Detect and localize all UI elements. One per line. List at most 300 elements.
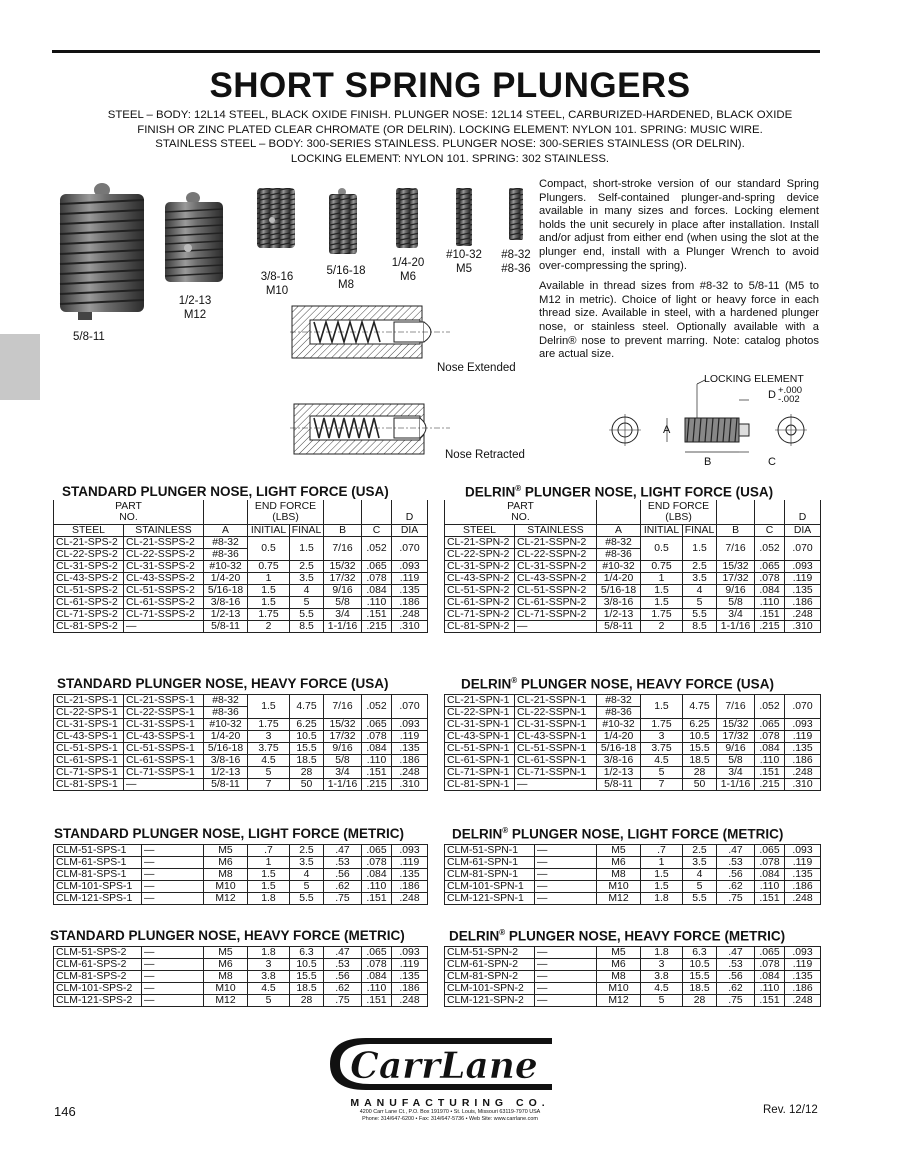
description-paragraph: Compact, short-stroke version of our standard Spring Plungers. Self-contained plunger-and-spring device available in many sizes and forces. Locking element holds the unit securely in place after installation. Install and/or adjust from either end (when using the slot at the plunger end, install with a Plunger Wrench to avoid over-compressing the spring). [539, 178, 819, 272]
table-cell: .75 [717, 995, 755, 1007]
section-title-rest: PLUNGER NOSE, HEAVY FORCE (USA) [517, 676, 774, 692]
table-cell: 1/2-13 [204, 608, 248, 620]
table-cell: M8 [204, 869, 248, 881]
header-no: NO. [445, 512, 597, 524]
table-cell: .53 [324, 857, 362, 869]
table-cell: .078 [362, 959, 392, 971]
table-row [445, 881, 821, 893]
table-cell: 9/16 [717, 584, 755, 596]
table-cell: .151 [755, 767, 785, 779]
logo-brand-text: CarrLane [350, 1045, 538, 1087]
table-standard-light-metric [53, 844, 428, 905]
cell-steel-part: CL-43-SPN-1 [445, 731, 515, 743]
cell-steel-part: CLM-51-SPN-1 [445, 845, 535, 857]
table-cell: .119 [392, 857, 428, 869]
page-number: 146 [54, 1104, 76, 1119]
table-row [445, 596, 821, 608]
cell-stainless-part: — [142, 845, 204, 857]
table-cell: 7/16 [324, 695, 362, 719]
table-cell: 3.8 [641, 971, 683, 983]
table-cell: 0.5 [248, 536, 290, 560]
header-lbs: (LBS) [248, 512, 324, 524]
cell-steel-part: CL-22-SPN-1 [445, 707, 515, 719]
table-cell: .135 [392, 743, 428, 755]
table-cell: .215 [755, 779, 785, 791]
table-cell: .186 [785, 881, 821, 893]
table-cell: M6 [597, 857, 641, 869]
table-cell: .093 [392, 947, 428, 959]
table-cell: 1.75 [641, 608, 683, 620]
table-cell: 5/16-18 [204, 743, 248, 755]
table-cell: .248 [785, 893, 821, 905]
table-cell: 10.5 [290, 731, 324, 743]
cell-stainless-part: CL-31-SSPN-1 [515, 719, 597, 731]
table-cell: 3.5 [683, 857, 717, 869]
cell-stainless-part: — [515, 779, 597, 791]
cell-stainless-part: CL-61-SSPS-1 [124, 755, 204, 767]
table-cell: .47 [324, 845, 362, 857]
table-row [54, 983, 428, 995]
table-cell: 28 [290, 767, 324, 779]
table-cell: .248 [392, 893, 428, 905]
table-cell: 2 [248, 620, 290, 632]
photo-label-5-8: 5/8-11 [73, 331, 105, 343]
table-row [445, 695, 821, 707]
table-cell: 1 [641, 572, 683, 584]
dim-d-label: D [768, 389, 776, 401]
table-cell: M5 [597, 845, 641, 857]
table-row [54, 572, 428, 584]
table-cell: M6 [204, 857, 248, 869]
cell-steel-part: CL-31-SPS-1 [54, 719, 124, 731]
photo-label-line: M6 [400, 271, 416, 283]
cell-stainless-part: CL-61-SSPN-2 [515, 596, 597, 608]
table-cell: .151 [362, 767, 392, 779]
cell-steel-part: CL-21-SPN-2 [445, 536, 515, 548]
cell-steel-part: CLM-121-SPN-2 [445, 995, 535, 1007]
table-cell: 5.5 [683, 893, 717, 905]
table-cell: 3/4 [717, 767, 755, 779]
nose-retracted-label: Nose Retracted [445, 449, 525, 461]
section-title: STANDARD PLUNGER NOSE, HEAVY FORCE (METRIC) [50, 928, 405, 943]
cell-steel-part: CLM-61-SPS-1 [54, 857, 142, 869]
table-cell: 3 [248, 731, 290, 743]
table-cell: 15/32 [324, 560, 362, 572]
header-final: FINAL [683, 524, 717, 536]
table-cell: 7/16 [717, 695, 755, 719]
cell-steel-part: CLM-51-SPS-1 [54, 845, 142, 857]
table-cell: .110 [362, 755, 392, 767]
cell-steel-part: CLM-81-SPS-2 [54, 971, 142, 983]
table-cell: 1.5 [248, 695, 290, 719]
table-cell: M12 [204, 995, 248, 1007]
cell-stainless-part: — [142, 971, 204, 983]
table-cell: .151 [755, 608, 785, 620]
table-cell: 6.3 [683, 947, 717, 959]
cell-stainless-part: CL-71-SSPS-1 [124, 767, 204, 779]
table-cell: 28 [683, 995, 717, 1007]
logo-subtitle [330, 1097, 570, 1123]
table-cell: 4.75 [290, 695, 324, 719]
table-cell: .078 [362, 731, 392, 743]
table-cell: .248 [392, 767, 428, 779]
table-delrin-heavy-usa [444, 694, 821, 791]
table-cell: .070 [392, 695, 428, 719]
table-cell: 5/8 [717, 596, 755, 608]
table-standard-heavy-metric [53, 946, 428, 1007]
cell-stainless-part: CL-22-SSPN-2 [515, 548, 597, 560]
table-cell: .135 [785, 971, 821, 983]
header-lbs: (LBS) [641, 512, 717, 524]
description-paragraph: Available in thread sizes from #8-32 to 5/8-11 (M5 to M12 in metric). Choice of light or heavy force in each thread size. Available in steel, with a hardened plunger nose, or stainless steel. Optionally available with a Delrin® nose to prevent marring. Note: catalog photos are actual size. [539, 280, 819, 361]
table-cell: .135 [392, 584, 428, 596]
cell-steel-part: CL-61-SPN-1 [445, 755, 515, 767]
table-row [54, 893, 428, 905]
table-cell: #10-32 [204, 560, 248, 572]
section-title [465, 484, 773, 500]
table-cell: .084 [362, 584, 392, 596]
table-cell: .56 [717, 971, 755, 983]
table-cell: 15.5 [683, 743, 717, 755]
table-cell: .093 [392, 719, 428, 731]
table-row [445, 743, 821, 755]
table-row [54, 869, 428, 881]
cell-steel-part: CLM-81-SPS-1 [54, 869, 142, 881]
table-cell: 7 [248, 779, 290, 791]
table-cell: .070 [785, 695, 821, 719]
photo-label-1-4 [390, 256, 426, 284]
table-cell: .052 [755, 536, 785, 560]
table-standard-light-usa [53, 500, 428, 633]
photo-label-line: 3/8-16 [260, 271, 294, 283]
table-cell: 3/8-16 [597, 596, 641, 608]
table-cell: .7 [641, 845, 683, 857]
table-cell: 1/4-20 [204, 572, 248, 584]
table-cell: 18.5 [290, 755, 324, 767]
table-cell: .110 [362, 881, 392, 893]
table-cell: 9/16 [324, 584, 362, 596]
table-cell: 2.5 [683, 560, 717, 572]
table-cell: 3 [641, 731, 683, 743]
dim-b-label: B [704, 456, 712, 468]
cell-stainless-part: — [535, 971, 597, 983]
cell-steel-part: CL-71-SPN-2 [445, 608, 515, 620]
table-cell: .093 [785, 560, 821, 572]
cell-steel-part: CL-81-SPS-2 [54, 620, 124, 632]
table-cell: .078 [755, 857, 785, 869]
table-cell: .084 [362, 869, 392, 881]
photo-label-line: M12 [183, 309, 207, 321]
cell-steel-part: CLM-121-SPS-2 [54, 995, 142, 1007]
table-cell: M10 [204, 881, 248, 893]
nose-retracted-drawing [290, 404, 450, 454]
table-cell: M6 [597, 959, 641, 971]
table-row [445, 560, 821, 572]
table-cell: M12 [597, 995, 641, 1007]
cell-stainless-part: CL-43-SSPN-2 [515, 572, 597, 584]
table-cell: .53 [324, 959, 362, 971]
table-row [445, 779, 821, 791]
header-stainless: STAINLESS [124, 524, 204, 536]
table-cell: 3/4 [324, 767, 362, 779]
cell-stainless-part: CL-21-SSPN-2 [515, 536, 597, 548]
table-cell: 2 [641, 620, 683, 632]
table-cell: .310 [392, 620, 428, 632]
table-cell: 1.5 [248, 881, 290, 893]
table-cell: 7/16 [324, 536, 362, 560]
table-cell: 5/8 [717, 755, 755, 767]
table-cell: 0.5 [641, 536, 683, 560]
table-row [445, 719, 821, 731]
table-cell: .119 [785, 857, 821, 869]
cell-stainless-part: CL-21-SSPS-2 [124, 536, 204, 548]
table-cell: .119 [392, 572, 428, 584]
cell-steel-part: CLM-51-SPN-2 [445, 947, 535, 959]
header-c: C [362, 524, 392, 536]
table-row [445, 620, 821, 632]
table-row [54, 857, 428, 869]
table-cell: 5 [290, 596, 324, 608]
cell-steel-part: CLM-101-SPN-1 [445, 881, 535, 893]
delrin-word: DELRIN [461, 676, 512, 692]
table-cell: .078 [755, 959, 785, 971]
table-row [445, 959, 821, 971]
table-cell: 8.5 [290, 620, 324, 632]
locking-element-label: LOCKING ELEMENT [704, 373, 804, 385]
table-cell: 4 [683, 869, 717, 881]
table-cell: 1/4-20 [597, 731, 641, 743]
cell-stainless-part: — [124, 779, 204, 791]
table-cell: .119 [785, 959, 821, 971]
table-cell: .248 [392, 608, 428, 620]
tolerance-label [778, 386, 802, 404]
header-d: D [392, 512, 428, 524]
table-row [445, 731, 821, 743]
section-title: STANDARD PLUNGER NOSE, LIGHT FORCE (USA) [62, 484, 389, 499]
nose-extended-label: Nose Extended [437, 362, 516, 374]
plunger-photo-1-4 [396, 188, 418, 248]
table-cell: 3/4 [717, 608, 755, 620]
header-initial: INITIAL [248, 524, 290, 536]
table-cell: 6.25 [683, 719, 717, 731]
table-cell: .47 [717, 845, 755, 857]
cell-steel-part: CL-71-SPS-1 [54, 767, 124, 779]
plunger-photo-5-16 [329, 188, 357, 254]
table-cell: 17/32 [717, 572, 755, 584]
cell-stainless-part: CL-51-SSPS-1 [124, 743, 204, 755]
cell-steel-part: CL-81-SPN-1 [445, 779, 515, 791]
photo-label-line: M5 [456, 263, 472, 275]
table-cell: 0.75 [641, 560, 683, 572]
photo-label-line: #10-32 [446, 249, 482, 261]
table-cell: M12 [597, 893, 641, 905]
table-cell: .084 [755, 743, 785, 755]
cell-stainless-part: CL-71-SSPN-2 [515, 608, 597, 620]
table-cell: 1.8 [248, 893, 290, 905]
table-cell: 10.5 [290, 959, 324, 971]
table-cell: .093 [785, 947, 821, 959]
header-d: D [785, 512, 821, 524]
cell-stainless-part: CL-71-SSPN-1 [515, 767, 597, 779]
cell-steel-part: CLM-101-SPS-1 [54, 881, 142, 893]
cell-steel-part: CL-51-SPN-1 [445, 743, 515, 755]
table-cell: 3 [641, 959, 683, 971]
cell-steel-part: CLM-61-SPN-1 [445, 857, 535, 869]
table-cell: .151 [362, 995, 392, 1007]
registered-mark: ® [499, 928, 506, 937]
table-cell: #10-32 [597, 560, 641, 572]
table-cell: M8 [597, 869, 641, 881]
table-cell: M8 [204, 971, 248, 983]
cell-stainless-part: CL-31-SSPN-2 [515, 560, 597, 572]
table-cell: #8-36 [597, 707, 641, 719]
cell-steel-part: CL-71-SPS-2 [54, 608, 124, 620]
header-part: PART [54, 500, 204, 512]
table-cell: .078 [755, 731, 785, 743]
table-cell: .119 [785, 731, 821, 743]
table-cell: #8-36 [204, 707, 248, 719]
table-cell: 5 [683, 596, 717, 608]
table-cell: 5/16-18 [597, 743, 641, 755]
table-cell: #8-32 [204, 536, 248, 548]
table-cell: 4.75 [683, 695, 717, 719]
table-cell: 18.5 [683, 755, 717, 767]
header-final: FINAL [290, 524, 324, 536]
table-cell: .56 [717, 869, 755, 881]
section-title-rest: PLUNGER NOSE, HEAVY FORCE (METRIC) [505, 928, 786, 944]
table-row [54, 881, 428, 893]
table-cell: 0.75 [248, 560, 290, 572]
table-cell: 50 [290, 779, 324, 791]
cell-stainless-part: — [535, 881, 597, 893]
table-cell: .093 [392, 560, 428, 572]
table-cell: .310 [785, 779, 821, 791]
table-cell: .62 [324, 983, 362, 995]
table-cell: .151 [362, 893, 392, 905]
table-cell: 3.5 [683, 572, 717, 584]
cell-steel-part: CLM-101-SPN-2 [445, 983, 535, 995]
table-cell: 1.5 [248, 869, 290, 881]
table-cell: 1.5 [683, 536, 717, 560]
table-cell: .110 [362, 983, 392, 995]
photo-label-8-32 [498, 248, 534, 276]
table-cell: .065 [362, 845, 392, 857]
cell-stainless-part: CL-21-SSPN-1 [515, 695, 597, 707]
photo-label-10-32 [444, 248, 484, 276]
table-cell: .119 [392, 959, 428, 971]
table-cell: 1/2-13 [597, 608, 641, 620]
cell-steel-part: CL-31-SPN-2 [445, 560, 515, 572]
table-cell: .248 [785, 767, 821, 779]
table-cell: .078 [362, 857, 392, 869]
table-cell: 1-1/16 [324, 779, 362, 791]
table-cell: 28 [683, 767, 717, 779]
table-cell: .065 [362, 947, 392, 959]
table-cell: 7/16 [717, 536, 755, 560]
table-cell: #8-32 [597, 536, 641, 548]
table-cell: 5 [248, 995, 290, 1007]
table-cell: .62 [717, 983, 755, 995]
table-standard-heavy-usa [53, 694, 428, 791]
table-row [54, 584, 428, 596]
table-cell: #8-32 [204, 695, 248, 707]
table-cell: .186 [392, 881, 428, 893]
table-cell: 15.5 [290, 743, 324, 755]
cell-steel-part: CL-51-SPN-2 [445, 584, 515, 596]
cell-steel-part: CL-43-SPN-2 [445, 572, 515, 584]
table-cell: 17/32 [324, 572, 362, 584]
table-cell: .052 [755, 695, 785, 719]
table-row [54, 719, 428, 731]
table-cell: 3/8-16 [597, 755, 641, 767]
table-cell: 10.5 [683, 731, 717, 743]
cell-stainless-part: CL-22-SSPN-1 [515, 707, 597, 719]
table-delrin-light-metric [444, 844, 821, 905]
cell-stainless-part: — [124, 620, 204, 632]
delrin-word: DELRIN [449, 928, 500, 944]
cell-steel-part: CL-43-SPS-1 [54, 731, 124, 743]
table-cell: 15/32 [717, 560, 755, 572]
photo-label-line: 5/16-18 [326, 265, 366, 277]
table-cell: 17/32 [717, 731, 755, 743]
plunger-photo-5-8 [60, 183, 144, 320]
table-cell: .186 [392, 983, 428, 995]
table-cell: M5 [597, 947, 641, 959]
cell-steel-part: CL-31-SPS-2 [54, 560, 124, 572]
spec-line: STEEL – BODY: 12L14 STEEL, BLACK OXIDE FINISH. PLUNGER NOSE: 12L14 STEEL, CARBURIZED-HARDENED, BLACK OXIDE [107, 109, 793, 121]
cell-steel-part: CLM-81-SPN-1 [445, 869, 535, 881]
table-cell: 5/8-11 [204, 620, 248, 632]
table-cell: 5 [641, 767, 683, 779]
section-title-rest: PLUNGER NOSE, LIGHT FORCE (USA) [521, 484, 774, 500]
table-cell: .75 [324, 893, 362, 905]
table-cell: 5/8-11 [204, 779, 248, 791]
table-cell: 5 [683, 881, 717, 893]
table-cell: 3/4 [324, 608, 362, 620]
table-cell: 1.75 [248, 608, 290, 620]
cell-stainless-part: — [142, 893, 204, 905]
table-cell: .065 [362, 719, 392, 731]
table-row [445, 947, 821, 959]
table-cell: M8 [597, 971, 641, 983]
plunger-photo-3-8 [257, 188, 295, 248]
photo-label-line: 1/2-13 [178, 295, 212, 307]
cell-stainless-part: — [142, 857, 204, 869]
table-row [445, 983, 821, 995]
table-cell: M5 [204, 947, 248, 959]
table-cell: M6 [204, 959, 248, 971]
table-cell: .215 [362, 620, 392, 632]
logo-address: 4200 Carr Lane Ct., P.O. Box 191970 • St. Louis, Missouri 63119-7970 USA [359, 1109, 541, 1115]
dim-a-label: A [663, 424, 671, 436]
cell-steel-part: CL-61-SPN-2 [445, 596, 515, 608]
header-end-force: END FORCE [641, 500, 717, 512]
table-cell: 6.3 [290, 947, 324, 959]
table-row [54, 731, 428, 743]
table-cell: .084 [362, 971, 392, 983]
table-cell: 1.8 [641, 893, 683, 905]
header-part: PART [445, 500, 597, 512]
table-cell: .186 [392, 596, 428, 608]
section-title [452, 826, 783, 842]
section-title-rest: PLUNGER NOSE, LIGHT FORCE (METRIC) [508, 826, 784, 842]
table-cell: .065 [755, 845, 785, 857]
table-cell: 18.5 [290, 983, 324, 995]
table-cell: .135 [392, 869, 428, 881]
table-cell: 4.5 [248, 983, 290, 995]
cell-stainless-part: — [535, 983, 597, 995]
cell-steel-part: CL-81-SPS-1 [54, 779, 124, 791]
